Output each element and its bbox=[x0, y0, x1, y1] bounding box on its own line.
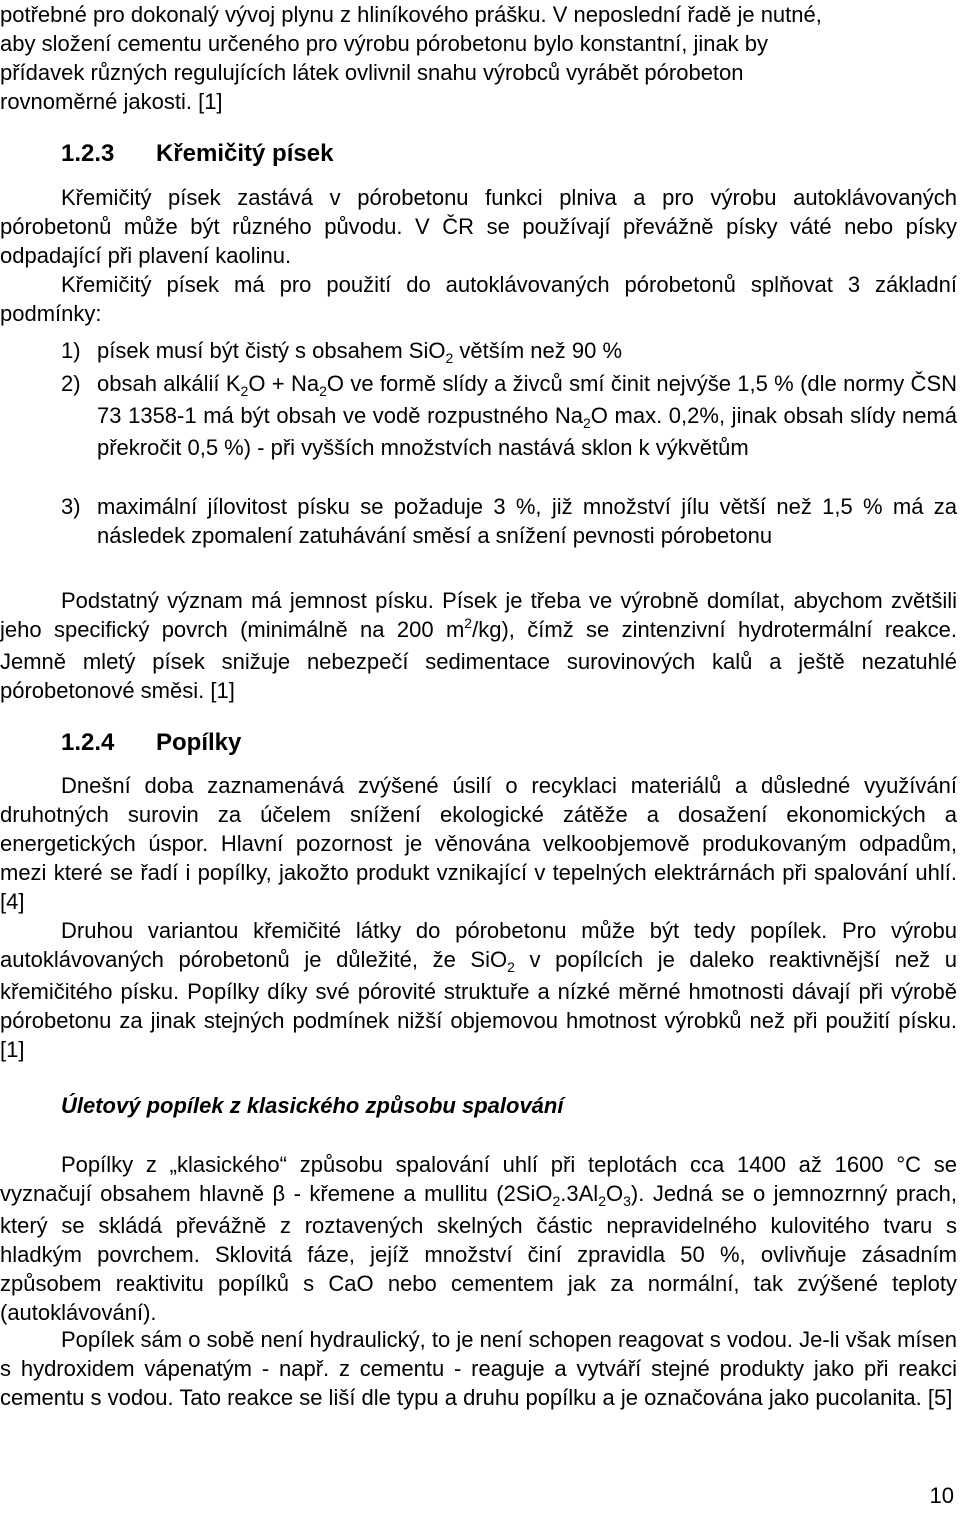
list-number: 3) bbox=[61, 494, 81, 519]
section-number: 1.2.4 bbox=[61, 729, 115, 756]
section-number: 1.2.3 bbox=[61, 140, 115, 167]
section-heading bbox=[61, 728, 241, 758]
paragraph: Podstatný význam má jemnost písku. Písek je třeba ve výrobně domílat, abychom zvětšili jeho specifický povrch (minimálně na 200 $m^2/kg$), čímž se zintenzivní hydrotermální reakce. Jemně mletý písek snižuje nebezpečí sedimentace surovinových kalů a ještě nezatuhlé pórobetonové směsi. [1] bbox=[0, 588, 957, 703]
list-text: maximální jílovitost písku se požaduje 3 %, již množství jílu větší než 1,5 % má za následek zpomalení zatuhávání směsí a snížení pevnosti pórobetonu bbox=[97, 494, 957, 548]
section-title: Popílky bbox=[156, 729, 242, 756]
intro-paragraph bbox=[0, 0, 957, 116]
list-number: 2) bbox=[61, 371, 81, 396]
paragraph: Popílky z „klasického“ způsobu spalování uhlí při teplotách cca 1400 až 1600 °C se vyznačují obsahem hlavně β - křemene a mullitu $(2SiO_2.3Al_2O_3)$. Jedná se o jemnozrnný prach, který se skládá převážně z roztavených skelných částic nepravidelného kulovitého tvaru s hladkým povrchem. Sklovitá fáze, jejíž množství činí zpravidla 50 %, ovlivňuje zásadním způsobem reaktivitu popílků s CaO nebo cementem jak za normální, tak zvýšené teploty (autoklávování). bbox=[0, 1152, 957, 1325]
list-text: obsah alkálií $K_2O + Na_2O$ ve formě slídy a živců smí činit nejvýše 1,5 % (dle normy ČSN 73 1358-1 má být obsah ve vodě rozpustného $Na_2O$ max. 0,2%, jinak obsah slídy nemá překročit 0,5 %) - při vyšších množstvích nastává sklon k výkvětům bbox=[97, 371, 958, 460]
subsection-heading: Úletový popílek z klasického způsobu spalování bbox=[61, 1093, 564, 1118]
intro-line: rovnoměrné jakosti. [1] bbox=[0, 89, 223, 114]
list-item bbox=[61, 492, 957, 550]
page-number: 10 bbox=[929, 1483, 954, 1508]
paragraph: Popílek sám o sobě není hydraulický, to je není schopen reagovat s vodou. Je-li však mísen s hydroxidem vápenatým - např. z cementu - reaguje a vytváří stejné produkty jako při reakci cementu s vodou. Tato reakce se liší dle typu a druhu popílku a je označována jako pucolanita. [5] bbox=[0, 1327, 957, 1410]
list-number: 1) bbox=[61, 338, 81, 363]
intro-line: aby složení cementu určeného pro výrobu pórobetonu bylo konstantní, jinak by bbox=[0, 31, 769, 56]
paragraph: Křemičitý písek zastává v pórobetonu funkci plniva a pro výrobu autoklávovaných pórobetonů může být různého původu. V ČR se používají převážně písky váté nebo písky odpadající při plavení kaolinu. bbox=[0, 185, 957, 268]
intro-line: přídavek různých regulujících látek ovlivnil snahu výrobců vyrábět pórobeton bbox=[0, 60, 744, 85]
intro-line: potřebné pro dokonalý vývoj plynu z hliníkového prášku. V neposlední řadě je nutné, bbox=[0, 2, 822, 27]
list-item bbox=[61, 369, 957, 462]
paragraph: Dnešní doba zaznamenává zvýšené úsilí o recyklaci materiálů a důsledné využívání druhotných surovin za účelem snížení ekologické zátěže a dosažení ekonomických a energetických úspor. Hlavní pozornost je věnována velkoobjemově produkovaným odpadům, mezi které se řadí i popílky, jakožto produkt vznikající v tepelných elektrárnách při spalování uhlí. [4] bbox=[0, 773, 957, 914]
list-item bbox=[61, 336, 957, 368]
paragraph: Druhou variantou křemičité látky do pórobetonu může být tedy popílek. Pro výrobu autoklávovaných pórobetonů je důležité, že SiO$_2$ v popílcích je daleko reaktivnější než u křemičitého písku. Popílky díky své pórovité struktuře a nízké měrné hmotnosti dávají při výrobě pórobetonu za jinak stejných podmínek nižší objemovou hmotnost výrobků než při použití písku. [1] bbox=[0, 918, 957, 1062]
section-title: Křemičitý písek bbox=[156, 140, 334, 167]
list-text: písek musí být čistý s obsahem SiO$_2$ větším než 90 % bbox=[97, 338, 623, 366]
section-heading bbox=[61, 139, 333, 169]
paragraph: Křemičitý písek má pro použití do autoklávovaných pórobetonů splňovat 3 základní podmínky: bbox=[0, 272, 957, 326]
